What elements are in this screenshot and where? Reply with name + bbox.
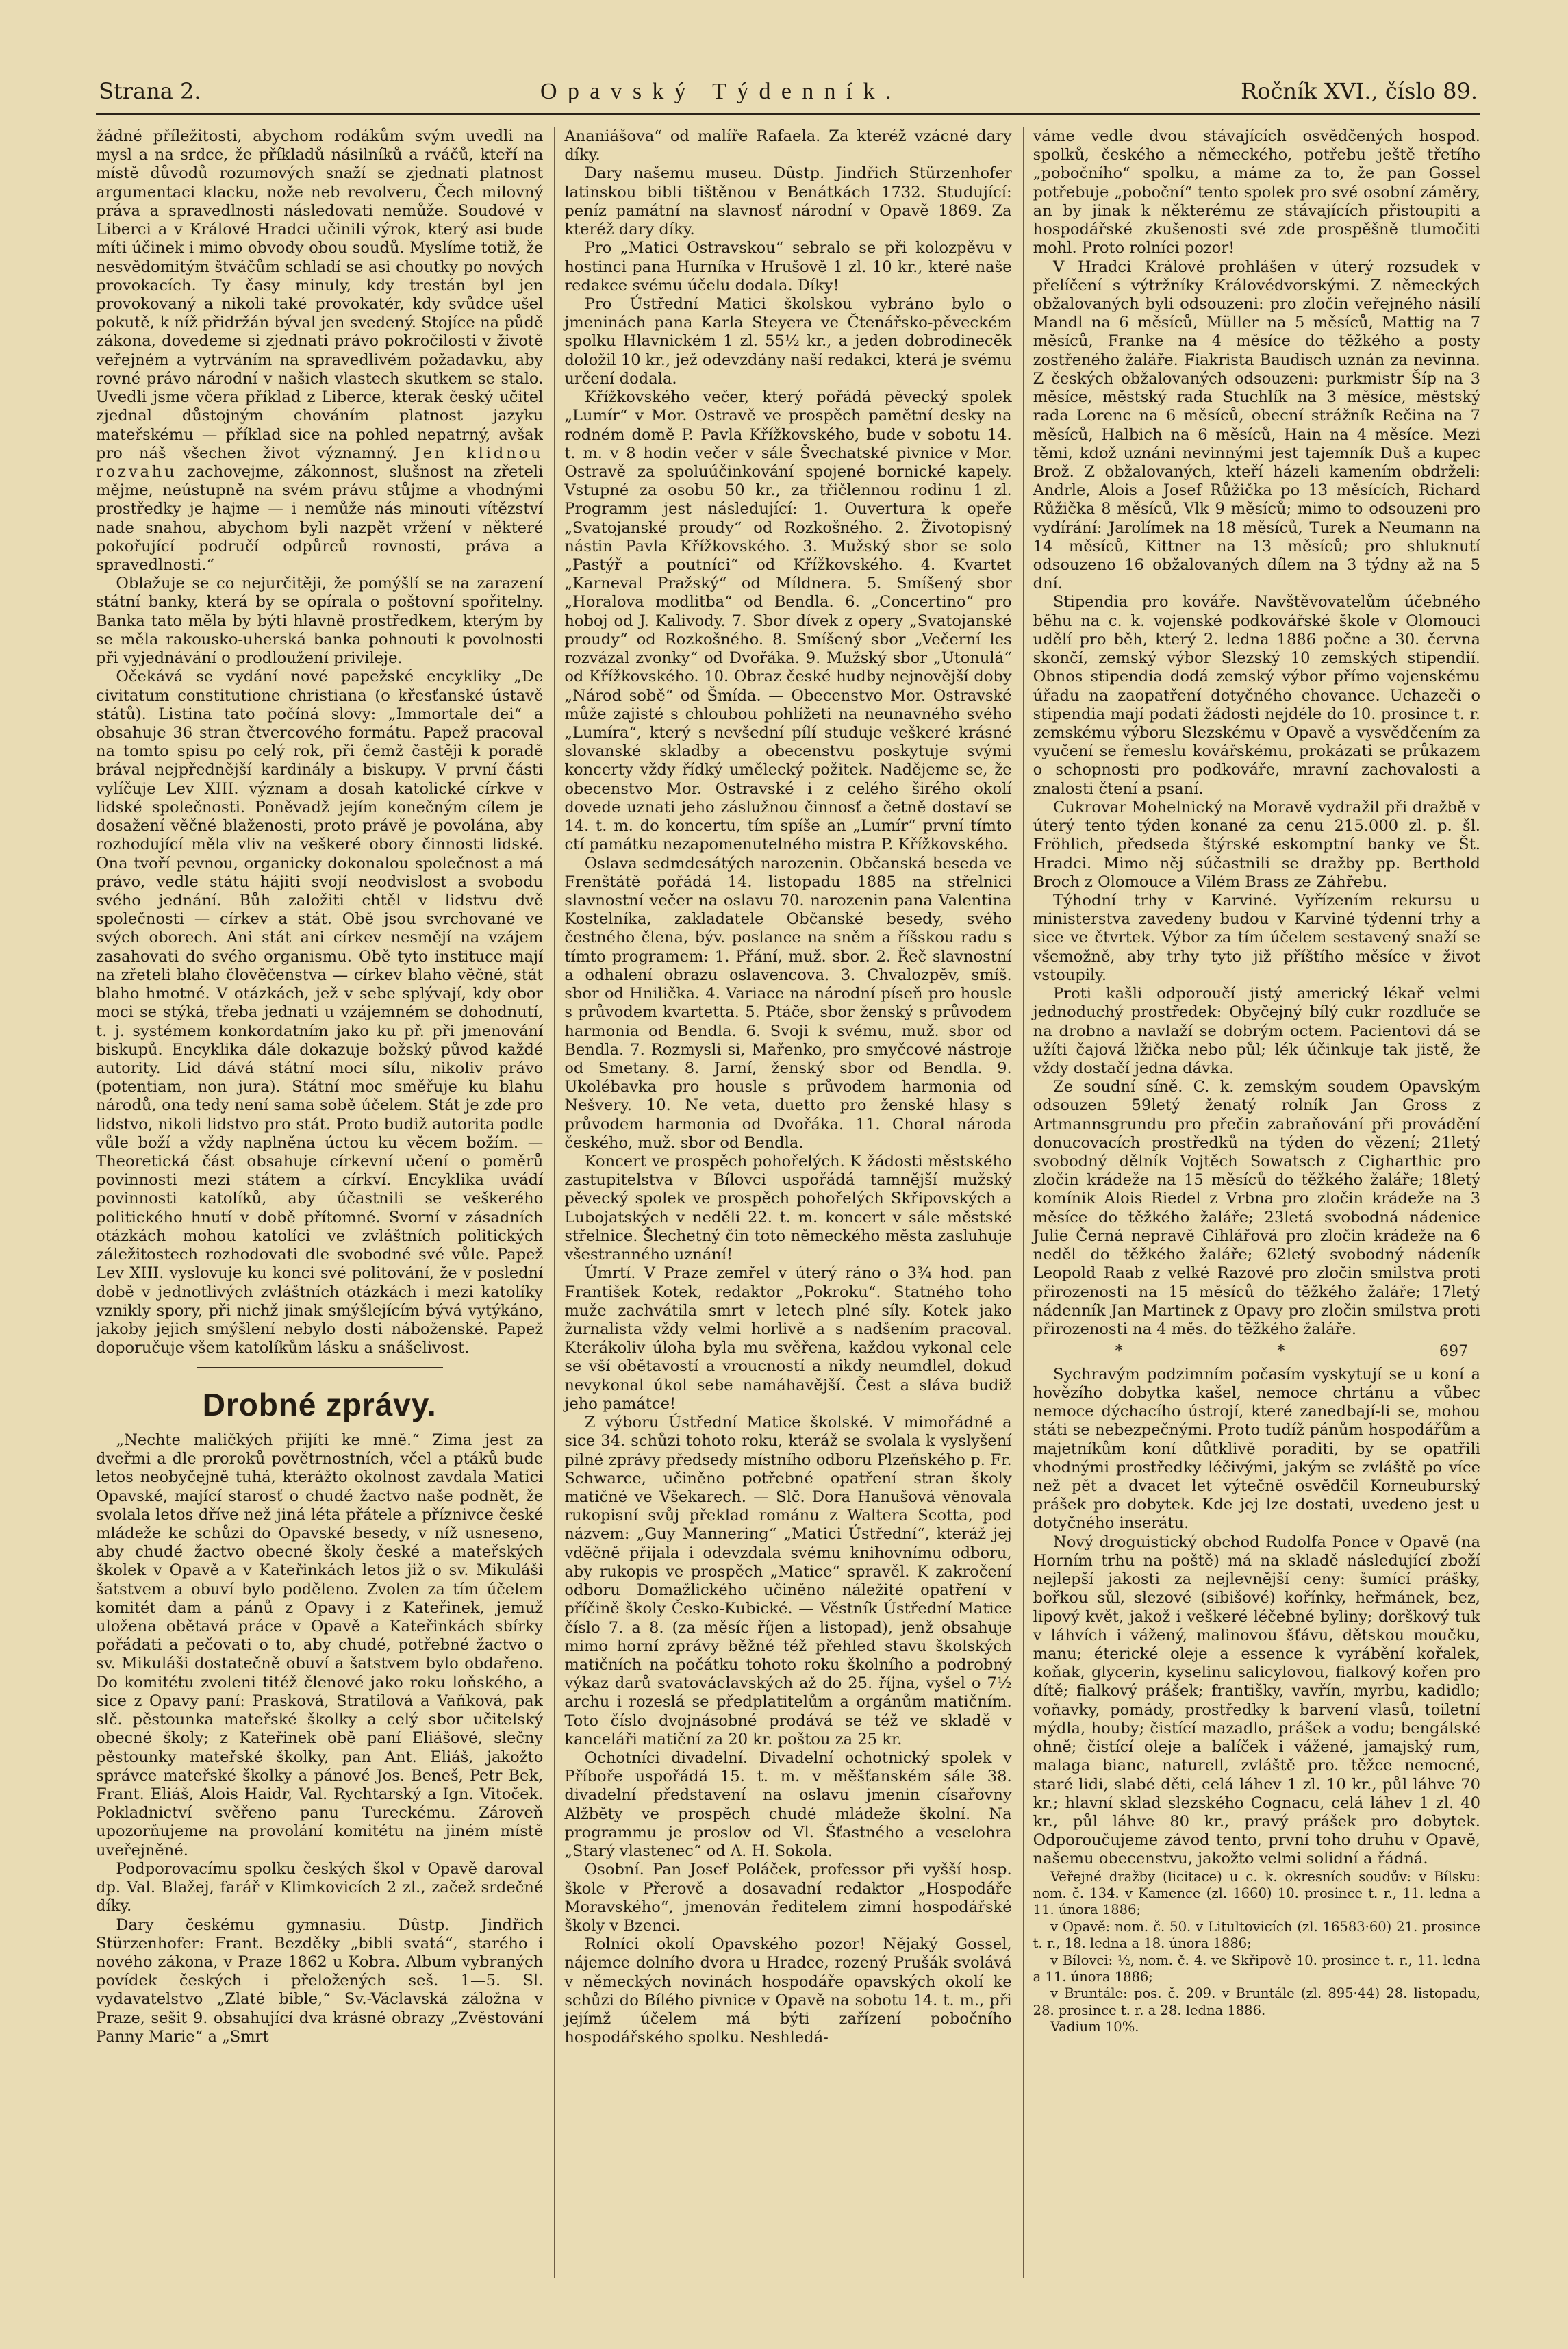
columns xyxy=(96,127,1480,2278)
news-item: Stipendia pro kováře. Navštěvovatelům účebného běhu na c. k. vojenské podkovářské škole v Olomouci udělí pro běh, který 2. ledna 1886 počne a 30. června skončí, zemský výbor Slezský 10 zemských stipendií. Obnos stipendia dodá zemský výbor přímo vojenskému úřadu na zaopatření dotyčného chovance. Uchazeči o stipendia mají podati žádosti nejdéle do 10. prosince t. r. zemskému výboru Slezskému v Opavě a vysvědčením za vyučení se řemeslu kovářskému, prokázati se průkazem o schopnosti pro podkováře, mravní zachovalosti a znalosti čtení a psaní. xyxy=(1033,593,1480,798)
news-item: Ze soudní síně. C. k. zemským soudem Opavským odsouzen 59letý ženatý rolník Jan Gross z Artmannsgrundu pro přečin zabraňování při provádění donucovacích prostředků na týden do vězení; 21letý svobodný dělník Vojtěch Sowatsch z Cigharthic pro zločin krádeže na 15 měsíců do těžkého žaláře; 18letý komínik Alois Riedel z Vrbna pro zločin krádeže na 3 měsíce do těžkého žaláře; 23letá svobodná nádenice Julie Černá nepravě Cihlářová pro zločin krádeže na 6 neděl do těžkého žaláře; 62letý svobodný nádeník Leopold Raab z velké Razové pro zločin smilstva proti přirozenosti na 15 měsíců do těžkého žaláře; 17letý nádenník Jan Martinek z Opavy pro zločin smilstva proti přirozenosti na 4 měs. do těžkého žaláře. xyxy=(1033,1078,1480,1338)
article-text: žádné příležitosti, abychom rodákům svým uvedli na mysl a na srdce, že příkladů násilníků a rváčů, kteří na místě důvodů rozumových snaží se zjednati platnost argumentaci klacku, nože neb revolveru, Čech milovný práva a spravedlnosti následovati nemůže. Soudové v Liberci a v Králové Hradci učinili výrok, který asi bude míti účinek i mimo obvody obou soudů. Myslíme totiž, že nesvědomitým štváčům schladí se asi choutky po nových provokacích. Ty časy minuly, kdy trestán byl jen provokovaný a nikoli také provokatér, kdy svůdce ušel pokutě, k níž přidržán býval jen svedený. Stojíce na půdě zákona, dovedeme si zjednati právo pokročilosti v životě veřejném a vytrváním na spravedlivém požadavku, aby rovné právo národní v našich vlastech skutkem se stalo. Uvedli jsme včera příklad z Liberce, kterak český učitel zjednal důstojným chováním platnost jazyku mateřskému — příklad sice na pohled nepatrný, avšak pro náš všechen život významný. Jen klidnou rozvahu zachovejme, zákonnost, slušnost na zřeteli mějme, neústupně na svém právu stůjme a vhodnými prostředky je hajme — i nemůže nás minouti vítězství nade snahou, abychom byli nazpět vržení v některé pokořující područí odpůrců rovnosti, práva a spravedlnosti.“ xyxy=(96,127,544,575)
column-3 xyxy=(1023,127,1480,2278)
news-item: Dary našemu museu. Dûstp. Jindřich Stürzenhofer latinskou bibli tištěnou v Benátkách 1732. Studující: peníz památní na slavnosť národní v Opavě 1869. Za kteréž dary díky. xyxy=(564,164,1012,239)
news-item: Oslava sedmdesátých narozenin. Občanská beseda ve Frenštátě pořádá 14. listopadu 1885 na střelnici slavnostní večer na oslavu 70. narozenin pana Valentina Kostelníka, zakladatele Občanské besedy, svého čestného člena, býv. poslance na sněm a říšskou radu s tímto programem: 1. Přání, muž. sbor. 2. Řeč slavnostní a odhalení obrazu oslavencova. 3. Chvalozpěv, smíš. sbor od Hnilička. 4. Variace na národní píseň pro housle s průvodem kvartetta. 5. Ptáče, sbor ženský s průvodem harmonia od Bendla. 6. Svoji k svému, muž. sbor od Bendla. 7. Rozmysli si, Mařenko, pro smyčcové nástroje od Smetany. 8. Jarní, ženský sbor od Bendla. 9. Ukolébavka pro housle s průvodem harmonia od Nešvery. 10. Ne veta, duetto pro ženské hlasy s průvodem harmonia od Dvořáka. 11. Choral národa českého, muž. sbor od Bendla. xyxy=(564,854,1012,1152)
header-rule xyxy=(96,113,1480,115)
news-item: V Hradci Králové prohlášen v úterý rozsudek v přelíčení s výtržníky Královédvorskými. Z německých obžalovaných byli odsouzeni: pro zločin veřejného násilí Mandl na 6 měsíců, Müller na 5 měsíců, Mattig na 7 měsíců, Franke na 4 měsíce do těžkého a posty zostřeného žaláře. Fiakrista Baudisch uznán za nevinna. Z českých obžalovaných odsouzeni: purkmistr Šíp na 3 měsíce, městský rada Stuchlík na 3 měsíce, městský rada Lorenc na 6 měsíců, obecní strážník Rečina na 7 měsíců, Halbich na 6 měsíců, Hain na 4 měsíce. Mezi těmi, kdož uznáni nevinnými jest tajemník Duš a kupec Brož. Z obžalovaných, kteří házeli kamením obdrželi: Andrle, Alois a Josef Růžička po 13 měsících, Richard Růžička 8 měsíců, Vlk 9 měsíců; mimo to odsouzeni pro vydírání: Jarolímek na 18 měsíců, Turek a Neumann na 14 měsíců, Kittner na 13 měsíců; pro shluknutí odsouzeno 16 obžalovaných dílem na 3 týdny až na 5 dní. xyxy=(1033,257,1480,593)
news-item: Pro Ústřední Matici školskou vybráno bylo o jmeninách pana Karla Steyera ve Čtenářsko-pěveckém spolku Hlavnickém 1 zl. 55½ kr., a jeden dobrodinecěk doložil 10 kr., jež odevzdány naší redakci, která je svému určení dodala. xyxy=(564,294,1012,388)
article-state-bank: Oblažuje se co nejurčitěji, že pomýšlí se na zarazení státní banky, která by se opírala o poštovní spořitelny. Banka tato měla by býti hlavně prostředkem, kterým by se měla rakousko-uherská banka pohnouti k povolnosti při vyjednávání o prodloužení privileje. xyxy=(96,575,544,668)
newspaper-title: Opavský Týdenník. xyxy=(540,79,902,104)
news-item: Ananiášova“ od malíře Rafaela. Za kteréž vzácné dary díky. xyxy=(564,127,1012,164)
news-item: Rolníci okolí Opavského pozor! Nějaký Gossel, nájemce dolního dvora u Hradce, rozený Prušák svolává v německých novinách hospodáře opavských okolí ke schůzi do Bílého pivnice v Opavě na sobotu 14. t. m., při jejímž účelem má býti zařízení pobočního hospodářského spolku. Neshledá- xyxy=(564,1935,1012,2047)
section-divider xyxy=(197,1367,443,1368)
issue-info: Ročník XVI., číslo 89. xyxy=(1241,78,1478,104)
news-item: Úmrtí. V Praze zemřel v úterý ráno o 3¾ hod. pan František Kotek, redaktor „Pokroku“. Statného toho muže zachvátila smrt v letech plné síly. Kotek jako žurnalista vždy velmi horlivě a s nadšením pracoval. Kterákoliv úloha byla mu svěřena, každou vykonal cele se vší obětavostí a vroucností a nikdy neumdlel, dokud nevykonal úkol sebe namáhavější. Čest a sláva budiž jeho památce! xyxy=(564,1264,1012,1413)
news-item: Dary českému gymnasiu. Dûstp. Jindřich Stürzenhofer: Frant. Bezděky „bibli svatá“, starého i nového zákona, v Praze 1862 u Kobra. Album vybraných povídek českých i přeložených seš. 1—5. Sl. vydavatelstvo „Zlaté bible,“ Sv.-Václavská záložna v Praze, sešit 9. obsahující dva krásné obrazy „Zvěstování Panny Marie“ a „Smrt xyxy=(96,1915,544,2046)
auction-notices: Veřejné dražby (licitace) u c. k. okresních soudův: v Bílsku: nom. č. 134. v Kamence (zl. 1660) 10. prosince t. r., 11. ledna a 11. února 1886; v Opavě: nom. č. 50. v Litultovicích (zl. 16583·60) 21. prosince t. r., 18. ledna a 18. února 1886; v Bílovci: ½, nom. č. 4. ve Skřipově 10. prosince t. r., 11. ledna a 11. února 1886; v Bruntále: pos. č. 209. v Bruntále (zl. 895·44) 28. listopadu, 28. prosince t. r. a 28. ledna 1886. Vadium 10%. xyxy=(1033,1868,1480,2035)
news-item: Osobní. Pan Josef Poláček, professor při vyšší hosp. škole v Přerově a dosavadní redaktor „Hospodáře Moravského“, jmenován ředitelem zimní hospodářské školy v Bzenci. xyxy=(564,1861,1012,1935)
news-item: Z výboru Ústřední Matice školské. V mimořádné a sice 34. schůzi tohoto roku, kteráž se svolala k vyslyšení pilné zprávy předsedy místního odboru Plzeňského p. Fr. Schwarce, učiněno potřebné opatření stran školy matičné ve Všekarech. — Slč. Dora Hanušová věnovala rukopisní svůj překlad románu z Waltera Scotta, pod názvem: „Guy Mannering“ „Matici Ústřední“, kteráž jej vděčně přijala i odevzdala svému knihovnímu odboru, aby rukopis ve prospěch „Matice“ spravěl. K zakročení odboru Domažlického učiněno náležité opatření v příčině školy Česko-Kubické. — Věstník Ústřední Matice číslo 7. a 8. (za měsíc říjen a listopad), jenž obsahuje mimo horní zprávy běžné též přehled stavu školských matičních na počátku tohoto roku školního a podrobný výkaz darů svatováclavských až do 25. října, vyšel o 7½ archu i rozeslá se předplatitelům a orgánům matičním. Toto číslo dvojnásobné prodává se též ve skladě v kanceláři matiční za 20 kr. poštou za 25 kr. xyxy=(564,1414,1012,1748)
advert-text: Nový droguistický obchod Rudolfa Ponce v Opavě (na Horním trhu na poště) má na skladě následující zboží nejlepší jakosti za nejlevnější ceny: šumící prášky, bořkou sůl, slezové (sibišové) kořínky, heřmánek, bez, lipový květ, jakož i veškeré léčebné byliny; dorškový tuk v láhvích i vážený, malinovou šťávu, dětskou moučku, manu; éterické oleje a essence k vyrábění kořalek, koňak, glycerin, kyselinu salicylovou, fialkový kořen pro dítě; fialkový prášek; františky, vavřín, myrbu, kadidlo; voňavky, pomády, prostředky k barvení vlasů, toiletní mýdla, houby; čistící mazadlo, prášek a vodu; bengálské ohně; čistící oleje a balíček i vážené, jamajský rum, malaga bianc, naturell, zvláště pro. těžce nemocné, staré lidi, slabé děti, celá láhev 1 zl. 10 kr., půl láhve 70 kr.; hlavní sklad slezského Cognacu, celá láhev 1 zl. 40 kr., půl láhve 80 kr., pravý prášek pro dobytek. Odporoučujeme závod tento, první toho druhu v Opavě, našemu obecenstvu, jakožto velmi solidní a řádná. xyxy=(1033,1533,1480,1868)
advert-text: Sychravým podzimním počasím vyskytují se u koní a hovězího dobytka kašel, nemoce chrtánu a vůbec nemoce dýchacího ústrojí, které zanedbají-li se, mohou státi se nebezpečnými. Proto tudíž pánům hospodářům a majetníkům koní důtklivě poraditi, by se opatřili vhodnými prostředky léčivými, jakým se zvláště po více než pět a dvacet let výtečně osvědčil Korneuburský prášek pro dobytek. Kde jej lze dostati, uvedeno jest u dotyčného inserátu. xyxy=(1033,1365,1480,1533)
news-item: Proti kašli odporoučí jistý americký lékař velmi jednoduchý prostředek: Obyčejný bílý cukr rozdluče se na drobno a navlaží se dobrým octem. Pacientovi dá se užíti čajová lžička nebo půl; lék účinkuje tak jistě, že vždy dostačí jedna dávka. xyxy=(1033,985,1480,1077)
news-item: Ochotníci divadelní. Divadelní ochotnický spolek v Příboře uspořádá 15. t. m. v měšťanském sále 38. divadelní představení na oslavu jmenin císařovny Alžběty ve prospěch chudé mládeže školní. Na programmu je proslov od Vl. Šťastného a veselohra „Starý vlastenec“ od A. H. Sokola. xyxy=(564,1749,1012,1861)
news-item: Koncert ve prospěch pohořelých. K žádosti městského zastupitelstva v Bílovci uspořádá tamnější mužský pěvecký spolek ve prospěch pohořelých Skřipovských a Lubojatských v neděli 22. t. m. koncert v sále městské střelnice. Šlechetný čin toto německého města zasluhuje všestranného uznání! xyxy=(564,1153,1012,1264)
news-item: Cukrovar Mohelnický na Moravě vydražil při dražbě v úterý tento týden konané za cenu 215.000 zl. p. šl. Fröhlich, předseda štýrské eskomptní banky ve Št. Hradci. Mimo něj súčastnili se dražby pp. Berthold Broch z Olomouce a Vilém Brass ze Záhřebu. xyxy=(1033,798,1480,891)
news-item: „Nechte maličkých přijíti ke mně.“ Zima jest za dveřmi a dle proroků povětrnostních, včel a ptáků bude letos neobyčejně tuhá, kterážto okolnost zavdala Matici Opavské, mající starosť o chudé žactvo naše podnět, že svolala letos dříve než jiná léta přátele a příznivce české mládeže ke schůzi do Opavské besedy, v níž usneseno, aby chudé žactvo obecné školy české a mateřských školek v Opavě a v Kateřinkách letos již o sv. Mikuláši šatstvem a obuví bylo poděleno. Zvolen za tím účelem komitét dam a pánů z Opavy i z Kateřinek, jemuž uložena obětavá práce v Opavě a Kateřinkách sbírky pořádati a pečovati o to, aby chudé, potřebné žactvo o sv. Mikuláši dostatečně obuví a šatstvem bylo obdařeno. Do komitétu zvoleni titéž členové jako roku loňského, a sice z Opavy paní: Prasková, Stratilová a Vaňková, pak slč. pěstounka mateřské školky a celý sbor učitelský obecné školy; z Kateřinek obě paní Eliášové, slečny pěstounky mateřské školky, pan Ant. Eliáš, jakožto správce mateřské školky a pánové Jos. Beneš, Petr Bek, Frant. Eliáš, Alois Haidr, Val. Rychtarský a Ign. Vitoček. Pokladnictví svěřeno panu Tureckému. Zároveň upozorňujeme na provolání komitétu na jiném místě uveřejněné. xyxy=(96,1431,544,1859)
news-item: Podporovacímu spolku českých škol v Opavě daroval dp. Val. Blažej, farář v Klimkovicích 2 zl., začež srdečné díky. xyxy=(96,1859,544,1915)
column-2 xyxy=(554,127,1011,2278)
separator-stars: * * 697 xyxy=(1115,1343,1468,1361)
column-1 xyxy=(96,127,543,2278)
news-item: Pro „Matici Ostravskou“ sebralo se při kolozpěvu v hostinci pana Hurníka v Hrušově 1 zl. 10 kr., které naše redakce svému účelu dodala. Díky! xyxy=(564,239,1012,294)
news-item: váme vedle dvou stávajících osvědčených hospod. spolků, českého a německého, potřebu ještě třetího „pobočního“ spolku, a máme za to, že pan Gossel potřebuje „poboční“ tento spolek pro své osobní záměry, an by jinak k některému ze stávajících přistoupiti a hospodářské zkušenosti své zde prospěšně tlumočiti mohl. Proto rolníci pozor! xyxy=(1033,127,1480,257)
section-title: Drobné zprávy. xyxy=(202,1387,437,1423)
page-number: Strana 2. xyxy=(99,78,201,104)
news-item: Týhodní trhy v Karviné. Vyřízením rekursu u ministerstva zavedeny budou v Karviné týdenní trhy a sice ve čtvrtek. Výbor za tím účelem sestavený snaží se všemožně, aby trhy tyto již příštího měsíce v život vstoupily. xyxy=(1033,891,1480,984)
news-item: Křížkovského večer, který pořádá pěvecký spolek „Lumír“ v Mor. Ostravě ve prospěch pamětní desky na rodném domě P. Pavla Křížkovského, bude v sobotu 14. t. m. v 8 hodin večer v sále Švechatské pivnice v Mor. Ostravě za spoluúčinkování spojené bornické kapely. Vstupné za osobu 50 kr., za třičlennou rodinu 1 zl. Programm jest následující: 1. Ouvertura k opeře „Svatojanské proudy“ od Rozkošného. 2. Životopisný nástin Pavla Křížkovského. 3. Mužský sbor se solo „Pastýř a poutníci“ od Křížkovského. 4. Kvartet „Karneval Pražský“ od Míldnera. 5. Smíšený sbor „Horalova modlitba“ od Bendla. 6. „Concertino“ pro hoboj od J. Kalivody. 7. Sbor dívek z opery „Svatojanské proudy“ od Rozkošného. 8. Smíšený sbor „Večerní les rozvázal zvonky“ od Dvořáka. 9. Mužský sbor „Utonulá“ od Křížkovského. 10. Obraz české hudby nejnovější doby „Národ sobě“ od Šmída. — Obecenstvo Mor. Ostravské může zajisté s chloubou pohlížeti na neunavného svého „Lumíra“, který s nevšední pílí studuje veškeré krásné slovanské skladby a obecenstvu poskytuje svými koncerty vždy řídký umělecký požitek. Nadějeme se, že obecenstvo Mor. Ostravské i z celého širého okolí dovede uznati jeho záslužnou činnosť a četně dostaví se 14. t. m. do koncertu, tím spíše an „Lumír“ první tímto ctí památku nezapomenutelného mistra P. Křížkovského. xyxy=(564,388,1012,854)
page-header xyxy=(96,68,1480,113)
article-encyclical: Očekává se vydání nové papežské encykliky „De civitatum constitutione christiana (o křesťanské ústavě států). Listina tato počíná slovy: „Immortale dei“ a obsahuje 36 stran čtvercového formátu. Papež pracoval na tomto spisu po celý rok, při čemž častěji k poradě brával nejpřednější kardinály a biskupy. V první části vylíčuje Lev XIII. význam a dosah katolické církve v lidské společnosti. Poněvadž jejím konečným cílem je dosažení věčné blaženosti, proto právě je povolána, aby rozhodující měla vliv na veškeré obory činnosti lidské. Ona tvoří pevnou, organicky dokonalou společnost a má právo, vedle státu hájiti svojí neodvislost a svobodu svého jednání. Bůh založiti chtěl v lidstvu dvě společnosti — církev a stát. Obě jsou svrchované ve svých oborech. Ani stát ani církev nesmějí na vzájem zasahovati do svého organismu. Obě tyto instituce mají na zřeteli blaho člověčenstva — církev blaho věčné, stát blaho hmotné. V otázkách, jež v sebe splývají, kdy obor moci se stýká, třeba jednati u vzájemném se dohodnutí, t. j. systémem konkordatním jako ku př. při jmenování biskupů. Encyklika dále dokazuje božský původ každé autority. Lid dává státní moci sílu, nikoliv právo (potentiam, non jura). Státní moc směřuje ku blahu národů, ona tedy není sama sobě účelem. Stát je zde pro lidstvo, nikoli lidstvo pro stát. Proto budiž autorita podle vůle boží a vždy naplněna úctou ku věcem božím. — Theoretická část obsahuje církevní učení o poměrů povinnosti mezi státem a církví. Encyklika uvádí povinnosti katolíků, aby účastnili se veškerého politického hnutí v době přítomné. Svorní v zásadních otázkách mohou katolíci ve zvláštních politických záležitostech rozhodovati dle svobodné své vůle. Papež Lev XIII. vyslovuje ku konci své politování, že v poslední době v jednotlivých zvláštních otázkách i mezi katolíky vznikly spory, při nichž jinak smýšlejícím bývá vytýkáno, jakoby jejich smýšlení nebylo dosti náboženské. Papež doporučuje všem katolíkům lásku a snášelivost. xyxy=(96,668,544,1357)
